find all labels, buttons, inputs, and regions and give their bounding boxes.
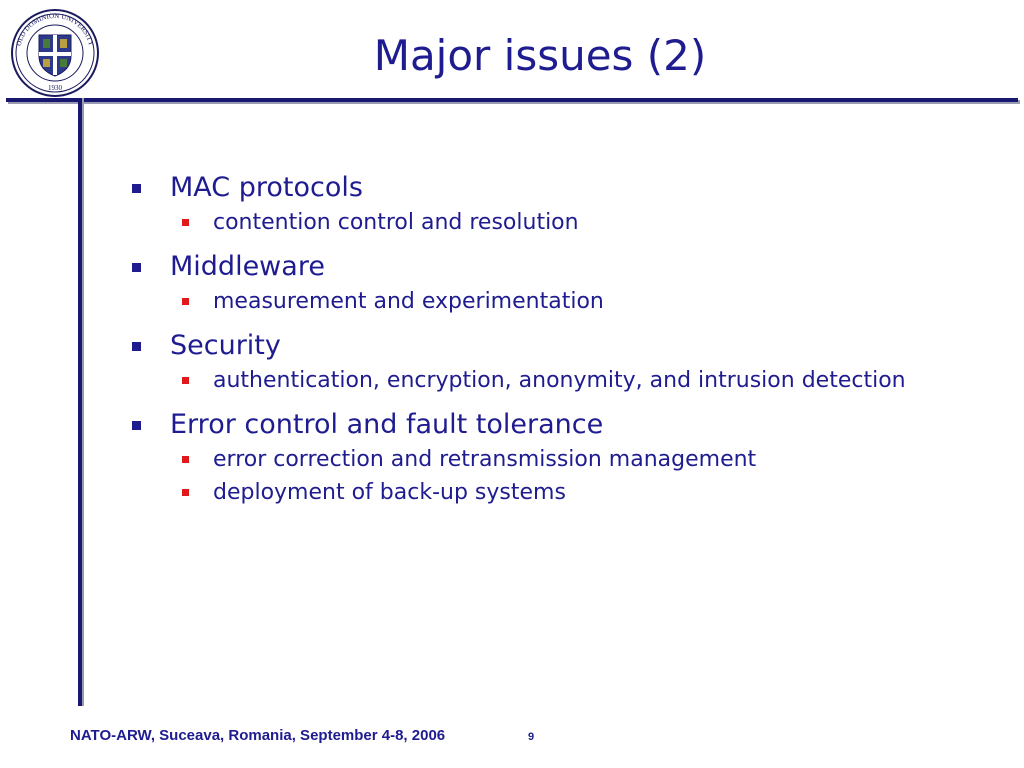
sub-bullet-item [130,476,910,509]
sub-bullet-text: authentication, encryption, anonymity, and intrusion detection [213,368,906,393]
sub-bullet-text: error correction and retransmission management [213,447,757,472]
square-bullet-icon [132,342,141,351]
sub-bullet-item [130,364,910,397]
svg-text:1930: 1930 [48,84,62,92]
slide-title: Major issues (2) [373,31,707,80]
square-bullet-icon [182,377,189,384]
square-bullet-icon [182,489,189,496]
sub-bullet-text: deployment of back-up systems [213,480,566,505]
square-bullet-icon [182,219,189,226]
sub-bullet-item [130,285,910,318]
bullet-item [130,170,910,206]
svg-text:OLD DOMINION UNIVERSITY: OLD DOMINION UNIVERSITY [14,11,96,47]
bullet-text: Security [170,330,281,361]
page-number: 9 [528,731,535,743]
bullet-item [130,328,910,364]
square-bullet-icon [132,421,141,430]
bullet-item [130,249,910,285]
university-seal-logo [10,8,100,98]
footer-text: NATO-ARW, Suceava, Romania, September 4-8, 2006 [70,727,446,744]
bullet-item [130,407,910,443]
square-bullet-icon [132,184,141,193]
sub-bullet-item [130,443,910,476]
sub-bullet-text: measurement and experimentation [213,289,604,314]
square-bullet-icon [182,298,189,305]
left-rule [78,98,82,706]
square-bullet-icon [182,456,189,463]
bullet-text: Middleware [170,251,325,282]
sub-bullet-item [130,206,910,239]
bullet-text: MAC protocols [170,172,363,203]
header-rule [6,98,1018,102]
bullet-text: Error control and fault tolerance [170,409,604,440]
square-bullet-icon [132,263,141,272]
slide-body [130,170,910,509]
sub-bullet-text: contention control and resolution [213,210,579,235]
